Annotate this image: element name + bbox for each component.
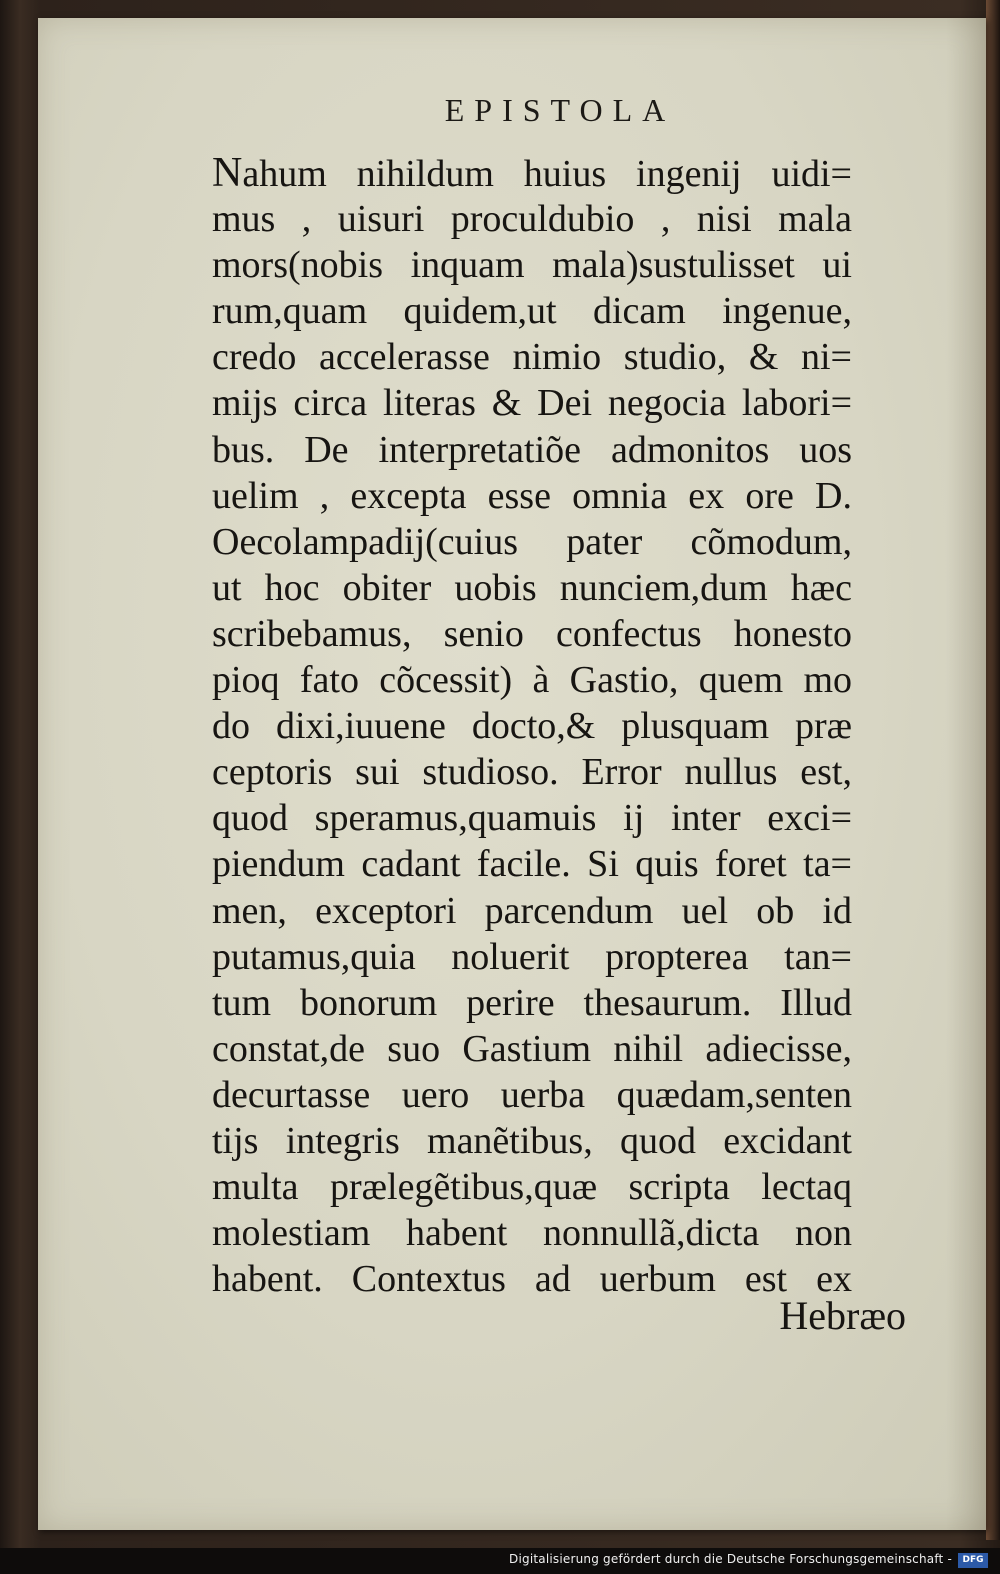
text-line: tijs integris manẽtibus, quod excidant	[212, 1119, 852, 1162]
text-line: Oecolampadij(cuius pater cõmodum,	[212, 520, 852, 563]
text-line: multa prælegẽtibus,quæ scripta lectaq	[212, 1166, 852, 1209]
text-line: men, exceptori parcendum uel ob id	[212, 889, 852, 932]
text-line: scribebamus, senio confectus honesto	[212, 612, 852, 655]
text-line: Nahum nihildum huius ingenij uidi=	[212, 150, 852, 196]
dfg-logo: DFG	[958, 1553, 988, 1568]
text-line: decurtasse uero uerba quædam,senten	[212, 1073, 852, 1116]
text-line: credo accelerasse nimio studio, & ni=	[212, 336, 852, 379]
text-line: mijs circa literas & Dei negocia labori=	[212, 382, 852, 425]
book-edge	[986, 0, 1000, 1540]
text-line: piendum cadant facile. Si quis foret ta=	[212, 843, 852, 886]
text-line: mus , uisuri proculdubio , nisi mala	[212, 198, 852, 241]
text-line: putamus,quia noluerit propterea tan=	[212, 935, 852, 978]
catchword: Hebræo	[779, 1293, 906, 1338]
text-line: mors(nobis inquam mala)sustulisset ui	[212, 244, 852, 287]
text-line: pioq fato cõcessit) à Gastio, quem mo	[212, 659, 852, 702]
text-line: do dixi,iuuene docto,& plusquam præ	[212, 705, 852, 748]
text-line: molestiam habent nonnullã,dicta non	[212, 1212, 852, 1255]
page-gutter-shadow	[946, 18, 986, 1530]
footer-credit: Digitalisierung gefördert durch die Deutsche Forschungsgemeinschaft -	[509, 1552, 952, 1566]
text-line: quod speramus,quamuis ij inter exci=	[212, 797, 852, 840]
text-line: habent. Contextus ad uerbum est ex	[212, 1258, 852, 1301]
text-line: rum,quam quidem,ut dicam ingenue,	[212, 290, 852, 333]
text-line: tum bonorum perire thesaurum. Illud	[212, 981, 852, 1024]
text-line: constat,de suo Gastium nihil adiecisse,	[212, 1027, 852, 1070]
text-line: ut hoc obiter uobis nunciem,dum hæc	[212, 566, 852, 609]
text-line: uelim , excepta esse omnia ex ore D.	[212, 474, 852, 517]
running-head: EPISTOLA	[444, 92, 676, 128]
text-line: ceptoris sui studioso. Error nullus est,	[212, 751, 852, 794]
text-block	[212, 150, 852, 1302]
text-line: bus. De interpretatiõe admonitos uos	[212, 428, 852, 471]
